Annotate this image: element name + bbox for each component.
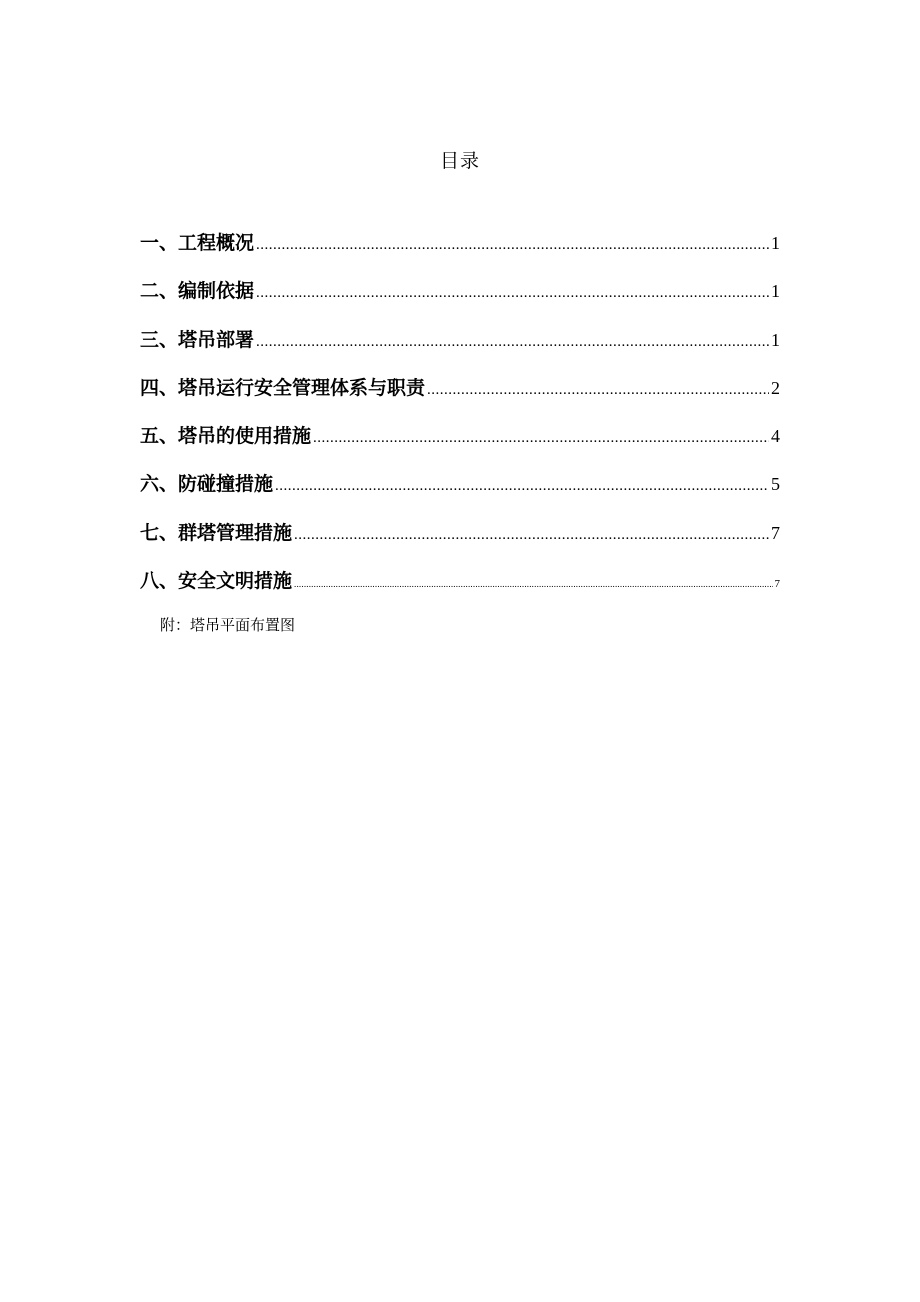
toc-entry-label: 七、群塔管理措施 — [140, 521, 293, 544]
toc-entry[interactable] — [140, 228, 780, 276]
toc-leader-dots — [256, 237, 769, 254]
toc-entry-label: 六、防碰撞措施 — [140, 473, 274, 496]
toc-leader-dots — [275, 478, 769, 495]
toc-entry-label: 三、塔吊部署 — [140, 328, 255, 351]
toc-list — [140, 228, 780, 614]
toc-entry[interactable] — [140, 469, 780, 517]
toc-entry[interactable] — [140, 373, 780, 421]
toc-entry[interactable] — [140, 276, 780, 324]
toc-entry-page: 4 — [771, 426, 780, 447]
toc-entry-page: 2 — [771, 377, 780, 398]
toc-entry-page: 1 — [771, 329, 780, 350]
toc-entry-label: 一、工程概况 — [140, 232, 255, 254]
toc-entry-page: 7 — [771, 522, 780, 543]
toc-entry-page: 7 — [774, 578, 780, 591]
toc-entry-label: 二、编制依据 — [140, 280, 255, 303]
toc-leader-dots — [427, 382, 769, 399]
toc-leader-dots — [313, 430, 769, 447]
appendix-note: 附：塔吊平面布置图 — [160, 616, 296, 634]
toc-entry-page: 5 — [771, 474, 780, 495]
toc-entry[interactable] — [140, 566, 780, 614]
toc-entry[interactable] — [140, 518, 780, 566]
toc-leader-dots — [294, 527, 769, 544]
toc-entry[interactable] — [140, 421, 780, 469]
toc-entry-page: 1 — [771, 281, 780, 302]
toc-entry-label: 八、安全文明措施 — [140, 570, 293, 593]
toc-entry-label: 四、塔吊运行安全管理体系与职责 — [140, 376, 426, 399]
toc-entry-page: 1 — [771, 233, 780, 253]
toc-entry[interactable] — [140, 325, 780, 373]
toc-leader-dots — [294, 579, 772, 589]
toc-leader-dots — [256, 285, 769, 302]
toc-leader-dots — [256, 334, 769, 351]
toc-entry-label: 五、塔吊的使用措施 — [140, 425, 312, 448]
toc-title: 目录 — [439, 150, 480, 172]
